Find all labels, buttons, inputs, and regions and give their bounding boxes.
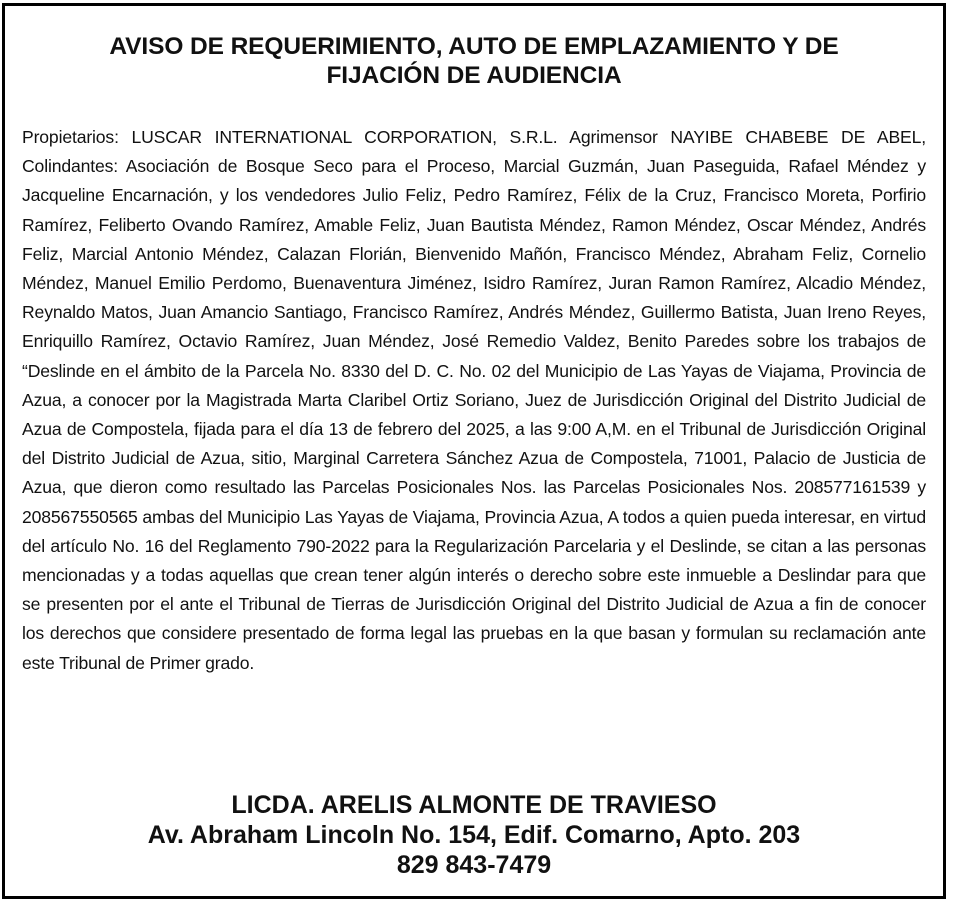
signatory-name: LICDA. ARELIS ALMONTE DE TRAVIESO bbox=[231, 791, 717, 819]
notice-title-line-2: FIJACIÓN DE AUDIENCIA bbox=[326, 62, 622, 89]
signatory-address: Av. Abraham Lincoln No. 154, Edif. Comarno, Apto. 203 bbox=[147, 821, 801, 849]
signature-block bbox=[17, 790, 931, 880]
signatory-phone: 829 843-7479 bbox=[396, 851, 552, 879]
legal-notice bbox=[2, 3, 946, 899]
notice-title-line-1: AVISO DE REQUERIMIENTO, AUTO DE EMPLAZAMIENTO Y DE bbox=[109, 33, 839, 60]
notice-body: Propietarios: LUSCAR INTERNATIONAL CORPORATION, S.R.L. Agrimensor NAYIBE CHABEBE DE ABEL, Colindantes: Asociación de Bosque Seco para el Proceso, Marcial Guzmán, Juan Paseguida, Rafael Méndez y Jacqueline Encarnación, y los vendedores Julio Feliz, Pedro Ramírez, Félix de la Cruz, Francisco Moreta, Porfirio Ramírez, Feliberto Ovando Ramírez, Amable Feliz, Juan Bautista Méndez, Ramon Méndez, Oscar Méndez, Andrés Feliz, Marcial Antonio Méndez, Calazan Florián, Bienvenido Mañón, Francisco Méndez, Abraham Feliz, Cornelio Méndez, Manuel Emilio Perdomo, Buenaventura Jiménez, Isidro Ramírez, Juran Ramon Ramírez, Alcadio Méndez, Reynaldo Matos, Juan Amancio Santiago, Francisco Ramírez, Andrés Méndez, Guillermo Batista, Juan Ireno Reyes, Enriquillo Ramírez, Octavio Ramírez, Juan Méndez, José Remedio Valdez, Benito Paredes sobre los trabajos de “Deslinde en el ámbito de la Parcela No. 8330 del D. C. No. 02 del Municipio de Las Yayas de Viajama, Provincia de Azua, a conocer por la Magistrada Marta Claribel Ortiz Soriano, Juez de Jurisdicción Original del Distrito Judicial de Azua de Compostela, fijada para el día 13 de febrero del 2025, a las 9:00 A,M. en el Tribunal de Jurisdicción Original del Distrito Judicial de Azua, sitio, Marginal Carretera Sánchez Azua de Compostela, 71001, Palacio de Justicia de Azua, que dieron como resultado las Parcelas Posicionales Nos. las Parcelas Posicionales Nos. 208577161539 y 208567550565 ambas del Municipio Las Yayas de Viajama, Provincia Azua, A todos a quien pueda interesar, en virtud del artículo No. 16 del Reglamento 790-2022 para la Regularización Parcelaria y el Deslinde, se citan a las personas mencionadas y a todas aquellas que crean tener algún interés o derecho sobre este inmueble a Deslindar para que se presenten por el ante el Tribunal de Tierras de Jurisdicción Original del Distrito Judicial de Azua a fin de conocer los derechos que considere presentado de forma legal las pruebas en la que basan y formulan su reclamación ante este Tribunal de Primer grado. bbox=[22, 127, 926, 673]
notice-title bbox=[17, 32, 931, 90]
